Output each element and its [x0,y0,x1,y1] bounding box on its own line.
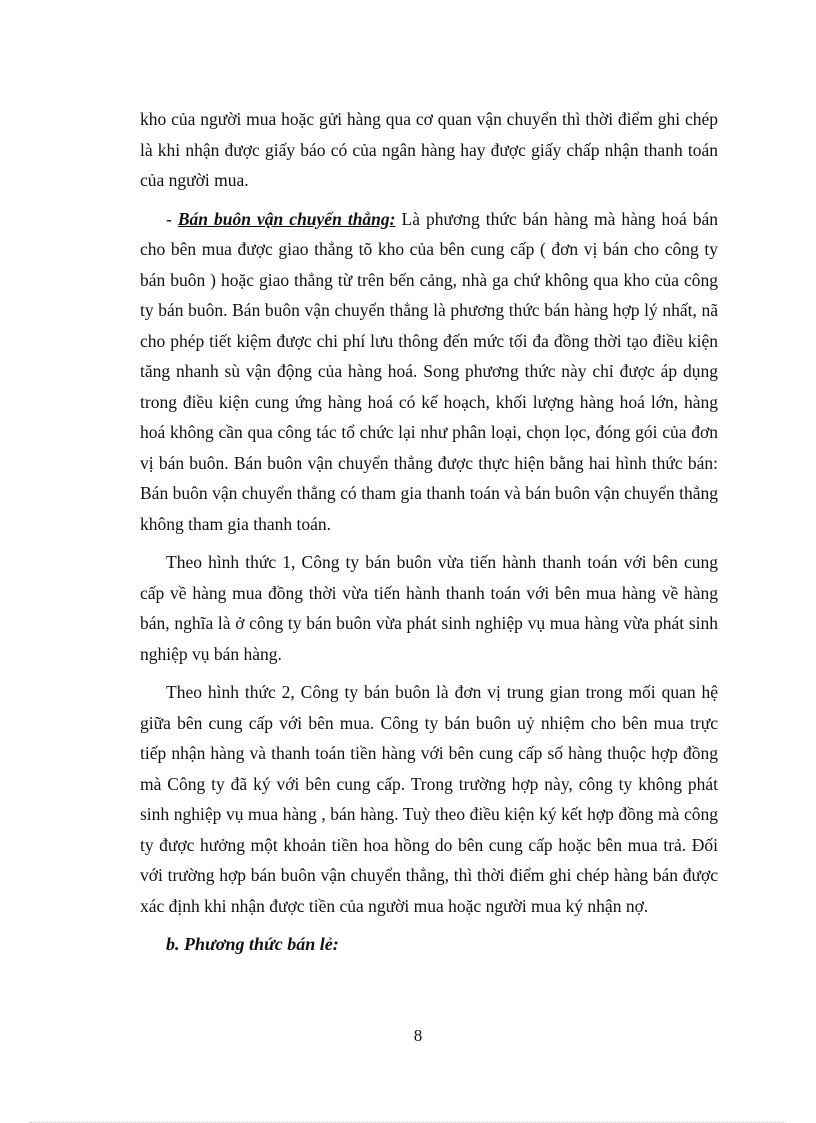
section-heading: b. Phương thức bán lẻ: [166,934,339,954]
term-ban-buon-van-chuyen-thang: Bán buôn vận chuyển thẳng: [177,208,396,229]
body-text [140,104,718,960]
list-dash: - [166,208,178,229]
page-number: 8 [413,1026,423,1045]
paragraph-4: Theo hình thức 2, Công ty bán buôn là đơn vị trung gian trong mối quan hệ giữa bên cung cấp với bên mua. Công ty bán buôn uỷ nhiệm cho bên mua trực tiếp nhận hàng và thanh toán tiền hàng với bên cung cấp số hàng thuộc hợp đồng mà Công ty đã ký với bên cung cấp. Trong trường hợp này, công ty không phát sinh nghiệp vụ mua hàng , bán hàng. Tuỳ theo điều kiện ký kết hợp đồng mà công ty được hưởng một khoản tiền hoa hồng do bên cung cấp hoặc bên mua trả. Đối với trường hợp bán buôn vận chuyển thẳng, thì thời điểm ghi chép hàng bán được xác định khi nhận được tiền của người mua hoặc người mua ký nhận nợ. [140,682,718,916]
paragraph-1: kho của người mua hoặc gửi hàng qua cơ quan vận chuyển thì thời điểm ghi chép là khi nhận được giấy báo có của ngân hàng hay được giấy chấp nhận thanh toán của người mua. [140,109,718,190]
paragraph-2 [140,204,718,540]
paragraph-2-text: Là phương thức bán hàng mà hàng hoá bán cho bên mua được giao thẳng tõ kho của bên cung cấp ( đơn vị bán cho công ty bán buôn ) hoặc giao thẳng từ trên bến cảng, nhà ga chứ không qua kho của công ty bán buôn. Bán buôn vận chuyển thẳng là phương thức bán hàng hợp lý nhất, nã cho phép tiết kiệm được chi phí lưu thông đến mức tối đa đồng thời tạo điều kiện tăng nhanh sù vận động của hàng hoá. Song phương thức này chỉ được áp dụng trong điều kiện cung ứng hàng hoá có kế hoạch, khối lượng hàng hoá lớn, hàng hoá không cần qua công tác tổ chức lại như phân loại, chọn lọc, đóng gói của đơn vị bán buôn. Bán buôn vận chuyển thẳng được thực hiện bằng hai hình thức bán: Bán buôn vận chuyển thẳng có tham gia thanh toán và bán buôn vận chuyển thẳng không tham gia thanh toán. [140,208,719,534]
paragraph-3: Theo hình thức 1, Công ty bán buôn vừa tiến hành thanh toán với bên cung cấp về hàng mua đồng thời vừa tiến hành thanh toán với bên mua hàng về hàng bán, nghĩa là ở công ty bán buôn vừa phát sinh nghiệp vụ mua hàng vừa phát sinh nghiệp vụ bán hàng. [140,552,718,664]
